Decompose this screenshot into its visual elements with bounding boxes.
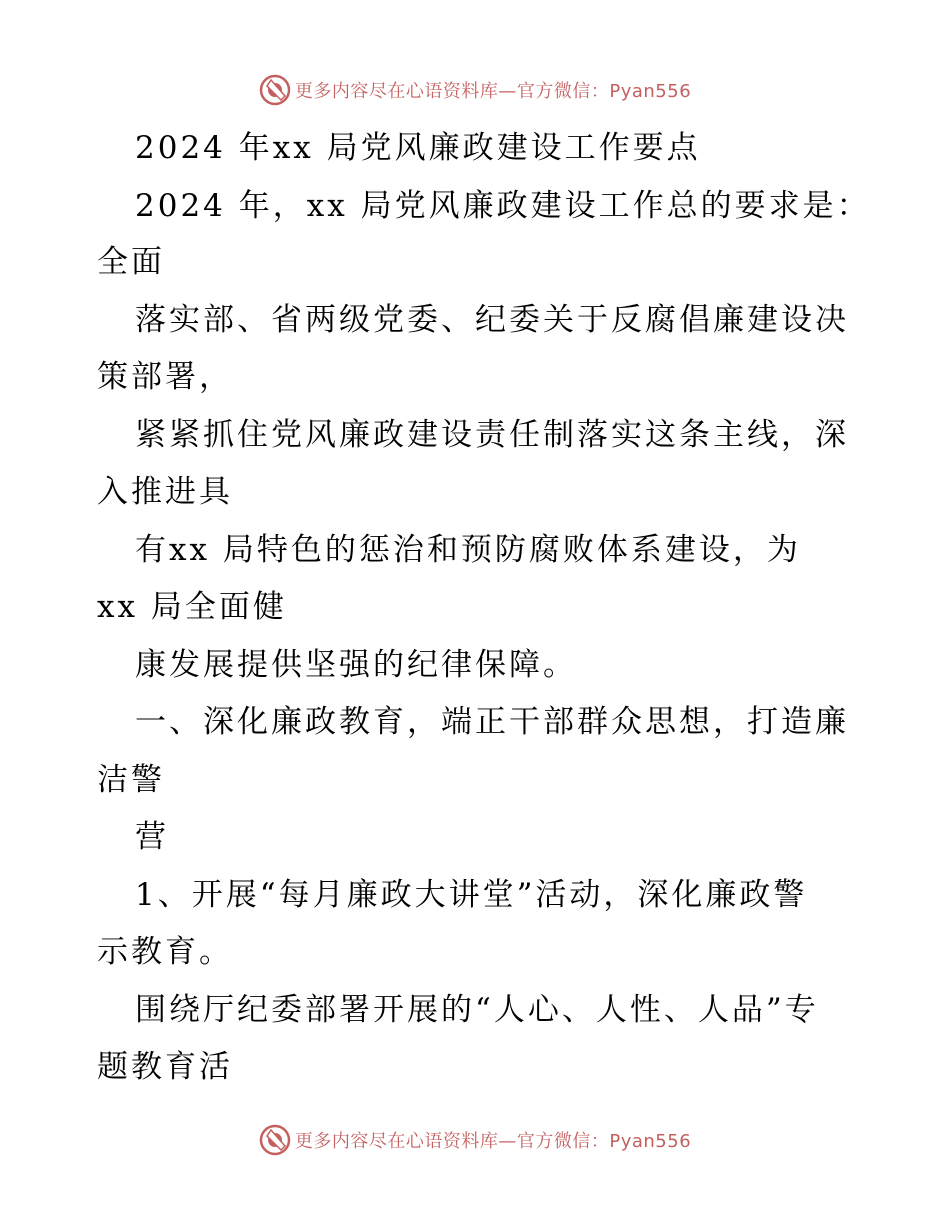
paragraph-line: 2024 年，xx 局党风廉政建设工作总的要求是： — [135, 188, 871, 224]
paragraph-line: 康发展提供坚强的纪律保障。 — [135, 647, 577, 683]
paragraph-line: 全面 — [97, 244, 165, 280]
watermark-text: 更多内容尽在心语资料库—官方微信：Pyan556 — [294, 81, 692, 102]
document-title: 2024 年xx 局党风廉政建设工作要点 — [135, 130, 701, 166]
paragraph-line: 有xx 局特色的惩治和预防腐败体系建设，为 — [135, 532, 801, 568]
paragraph-line: 示教育。 — [97, 934, 233, 970]
section-heading: 营 — [135, 819, 169, 855]
paragraph-line: 落实部、省两级党委、纪委关于反腐倡廉建设决 — [135, 302, 849, 338]
pen-nib-logo-icon — [259, 74, 291, 106]
section-heading: 洁警 — [97, 762, 165, 798]
paragraph-line: 紧紧抓住党风廉政建设责任制落实这条主线，深 — [135, 417, 849, 453]
paragraph-line: 策部署， — [97, 359, 233, 395]
paragraph-line: 围绕厅纪委部署开展的“人心、人性、人品”专 — [135, 992, 819, 1028]
paragraph-line: xx 局全面健 — [97, 589, 287, 625]
header-watermark — [0, 70, 950, 110]
watermark-text: 更多内容尽在心语资料库—官方微信：Pyan556 — [294, 1131, 692, 1152]
paragraph-line: 题教育活 — [97, 1049, 233, 1085]
pen-nib-logo-icon — [259, 1124, 291, 1156]
paragraph-line: 1、开展“每月廉政大讲堂”活动，深化廉政警 — [135, 877, 808, 913]
paragraph-line: 入推进具 — [97, 474, 233, 510]
footer-watermark — [0, 1120, 950, 1160]
section-heading: 一、深化廉政教育，端正干部群众思想，打造廉 — [135, 704, 849, 740]
